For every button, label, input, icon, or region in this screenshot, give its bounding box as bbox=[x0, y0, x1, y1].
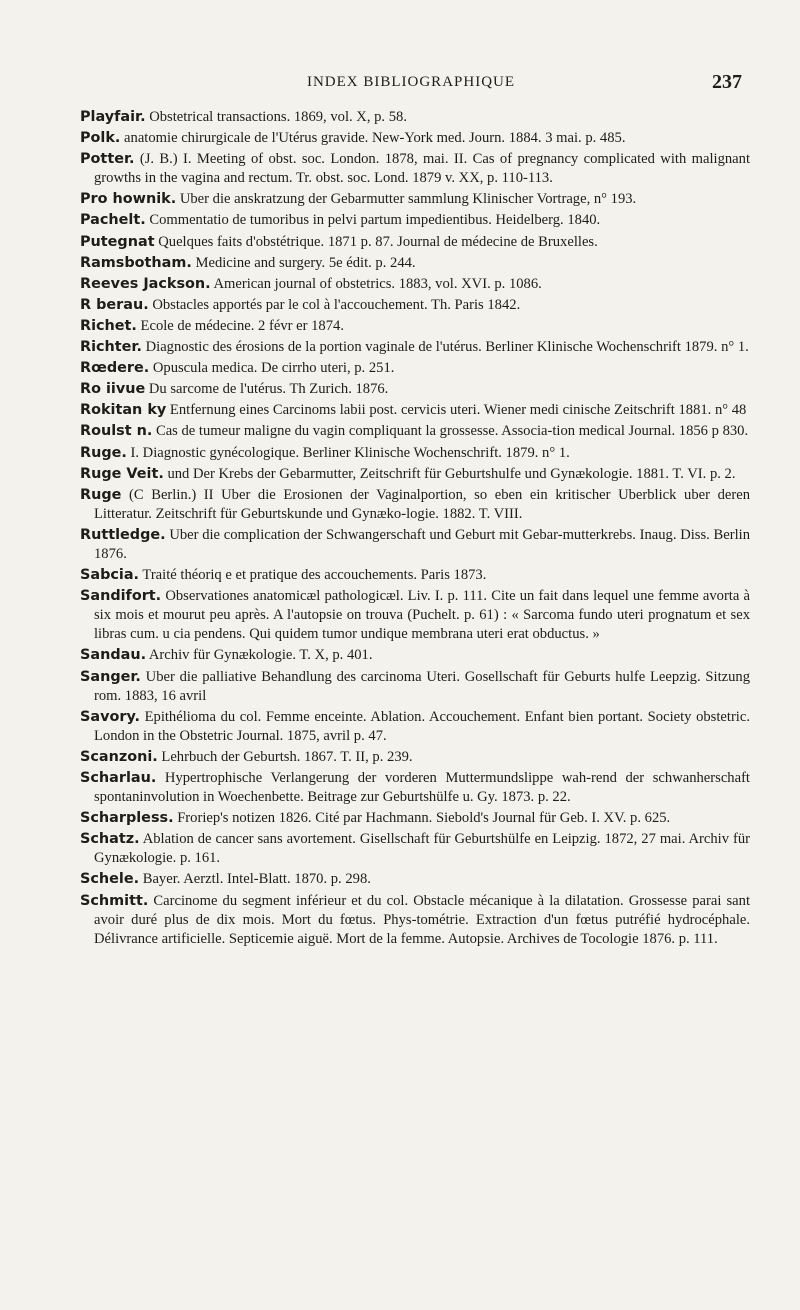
author-name: Sandifort. bbox=[80, 588, 162, 605]
citation-text: Froriep's notizen 1826. Cité par Hachmann. Siebold's Journal für Geb. I. XV. p. 625. bbox=[173, 810, 671, 827]
bibliography-entry bbox=[80, 254, 750, 273]
bibliography-list bbox=[80, 108, 750, 951]
bibliography-entry bbox=[80, 211, 750, 230]
citation-text: Obstacles apportés par le col à l'accouchement. Th. Paris 1842. bbox=[148, 296, 521, 313]
bibliography-entry bbox=[80, 668, 750, 706]
author-name: Richter. bbox=[80, 339, 142, 356]
bibliography-entry bbox=[80, 809, 750, 828]
citation-text: Ecole de médecine. 2 févr er 1874. bbox=[136, 317, 344, 334]
citation-text: (C Berlin.) II Uber die Erosionen der Vaginalportion, so eben ein kritischer Uberblick uber deren Litteratur. Zeitschrift für Geburtskunde und Gynæko-logie. 1882. T. VIII. bbox=[94, 486, 750, 522]
citation-text: Obstetrical transactions. 1869, vol. X, p. 58. bbox=[145, 109, 407, 125]
citation-text: Du sarcome de l'utérus. Th Zurich. 1876. bbox=[145, 381, 389, 398]
citation-text: Archiv für Gynækologie. T. X, p. 401. bbox=[146, 647, 373, 664]
bibliography-entry bbox=[80, 444, 750, 463]
bibliography-entry bbox=[80, 830, 750, 868]
author-name: Ruge. bbox=[80, 444, 127, 461]
author-name: R berau. bbox=[80, 296, 149, 313]
citation-text: Commentatio de tumoribus in pelvi partum impedientibus. Heidelberg. 1840. bbox=[145, 212, 601, 229]
bibliography-entry bbox=[80, 108, 750, 127]
bibliography-entry bbox=[80, 401, 750, 420]
bibliography-entry bbox=[80, 526, 750, 564]
citation-text: Diagnostic des érosions de la portion vaginale de l'utérus. Berliner Klinische Wochenschrift 1879. n° 1. bbox=[141, 339, 749, 356]
author-name: Schatz. bbox=[80, 831, 140, 848]
citation-text: Cas de tumeur maligne du vagin compliquant la grossesse. Associa-tion medical Journal. 1856 p 830. bbox=[152, 423, 749, 440]
author-name: Schele. bbox=[80, 871, 140, 888]
citation-text: I. Diagnostic gynécologique. Berliner Klinische Wochenschrift. 1879. n° 1. bbox=[126, 444, 570, 461]
bibliography-entry bbox=[80, 769, 750, 807]
author-name: Polk. bbox=[80, 130, 121, 147]
bibliography-entry bbox=[80, 233, 750, 252]
running-title: INDEX BIBLIOGRAPHIQUE bbox=[306, 74, 516, 90]
bibliography-entry bbox=[80, 359, 750, 378]
author-name: Ruge Veit. bbox=[80, 465, 164, 482]
author-name: Potter. bbox=[80, 151, 135, 168]
citation-text: Medicine and surgery. 5e édit. p. 244. bbox=[191, 254, 416, 271]
bibliography-entry bbox=[80, 275, 750, 294]
bibliography-entry bbox=[80, 380, 750, 399]
page-number: 237 bbox=[712, 71, 742, 93]
author-name: Ruge bbox=[80, 486, 122, 503]
author-name: Ruttledge. bbox=[80, 526, 166, 543]
citation-text: Epithélioma du col. Femme enceinte. Ablation. Accouchement. Enfant bien portant. Society obstetric. London in the Obstetric Journal. 1875, avril p. 47. bbox=[94, 708, 750, 744]
author-name: Pachelt. bbox=[80, 212, 146, 229]
citation-text: und Der Krebs der Gebarmutter, Zeitschrift für Geburtshulfe und Gynækologie. 1881. T. VI. p. 2. bbox=[163, 465, 736, 482]
bibliography-entry bbox=[80, 296, 750, 315]
author-name: Savory. bbox=[80, 708, 140, 725]
page-header bbox=[80, 71, 742, 104]
author-name: Putegnat bbox=[80, 233, 155, 250]
bibliography-entry bbox=[80, 150, 750, 188]
author-name: Ro iivue bbox=[80, 381, 146, 398]
citation-text: anatomie chirurgicale de l'Utérus gravide. New-York med. Journ. 1884. 3 mai. p. 485. bbox=[120, 130, 626, 147]
author-name: Scanzoni. bbox=[80, 748, 158, 765]
bibliography-entry bbox=[80, 566, 750, 585]
bibliography-entry bbox=[80, 190, 750, 209]
citation-text: Entfernung eines Carcinoms labii post. cervicis uteri. Wiener medi cinische Zeitschrift 1881. n° 48 bbox=[166, 402, 747, 419]
citation-text: Uber die anskratzung der Gebarmutter sammlung Klinischer Vortrage, n° 193. bbox=[176, 191, 637, 208]
bibliography-entry bbox=[80, 465, 750, 484]
author-name: Rokitan ky bbox=[80, 402, 167, 419]
citation-text: Uber die complication der Schwangerschaft und Geburt mit Gebar-mutterkrebs. Inaug. Diss. Berlin 1876. bbox=[94, 526, 750, 562]
author-name: Sandau. bbox=[80, 647, 147, 664]
author-name: Schmitt. bbox=[80, 892, 149, 909]
author-name: Pro hownik. bbox=[80, 191, 177, 208]
citation-text: Observationes anatomicæl pathologicæl. Liv. I. p. 111. Cite un fait dans lequel une femme avorta à six mois et mourut peu après. A l'autopsie on trouva (Puchelt. p. 61) : « Sarcoma fundo uteri prognatum et sex libras cum. u cia pendens. Qui quidem tumor undique membrana uteri erat obductus. » bbox=[94, 588, 750, 643]
bibliography-entry bbox=[80, 587, 750, 644]
author-name: Reeves Jackson. bbox=[80, 275, 211, 292]
citation-text: Traité théoriq e et pratique des accouchements. Paris 1873. bbox=[139, 567, 487, 584]
citation-text: Bayer. Aerztl. Intel-Blatt. 1870. p. 298. bbox=[139, 871, 371, 888]
bibliography-entry bbox=[80, 646, 750, 665]
bibliography-entry bbox=[80, 486, 750, 524]
bibliography-entry bbox=[80, 338, 750, 357]
citation-text: Hypertrophische Verlangerung der vorderen Muttermundslippe wah-rend der schwanherschaft spontaninvolution in Woechenbette. Beitrage zur Geburtshülfe u. Gy. 1873. p. 22. bbox=[94, 770, 750, 806]
citation-text: Carcinome du segment inférieur et du col. Obstacle mécanique à la dilatation. Grossesse parai sant avoir duré plus de dix mois. Mort du fœtus. Phys-tométrie. Extraction d'un fœtus putréfié hydrocéphale. Délivrance artificielle. Septicemie aiguë. Mort de la femme. Autopsie. Archives de Tocologie 1876. p. 111. bbox=[94, 892, 750, 947]
citation-text: Opuscula medica. De cirrho uteri, p. 251. bbox=[149, 360, 395, 377]
bibliography-entry bbox=[80, 892, 750, 949]
bibliography-entry bbox=[80, 870, 750, 889]
bibliography-entry bbox=[80, 748, 750, 767]
citation-text: (J. B.) I. Meeting of obst. soc. London. 1878, mai. II. Cas of pregnancy complicated with malignant growths in the vagina and rectum. Tr. obst. soc. Lond. 1879 v. XX, p. 110-113. bbox=[94, 151, 750, 187]
author-name: Sanger. bbox=[80, 668, 141, 685]
author-name: Scharpless. bbox=[80, 810, 174, 827]
author-name: Playfair. bbox=[80, 109, 146, 125]
author-name: Ramsbotham. bbox=[80, 254, 192, 271]
author-name: Richet. bbox=[80, 317, 137, 334]
bibliography-entry bbox=[80, 708, 750, 746]
author-name: Sabcia. bbox=[80, 567, 140, 584]
citation-text: Uber die palliative Behandlung des carcinoma Uteri. Gosellschaft für Geburts hulfe Leepzig. Sitzung rom. 1883, 16 avril bbox=[94, 668, 750, 704]
author-name: Scharlau. bbox=[80, 770, 157, 786]
author-name: Rœdere. bbox=[80, 360, 150, 377]
citation-text: Lehrbuch der Geburtsh. 1867. T. II, p. 239. bbox=[157, 748, 413, 765]
bibliography-entry bbox=[80, 129, 750, 148]
bibliography-entry bbox=[80, 422, 750, 441]
citation-text: Ablation de cancer sans avortement. Gisellschaft für Geburtshülfe en Leipzig. 1872, 27 mai. Archiv für Gynækologie. p. 161. bbox=[94, 831, 750, 867]
bibliography-entry bbox=[80, 317, 750, 336]
citation-text: Quelques faits d'obstétrique. 1871 p. 87. Journal de médecine de Bruxelles. bbox=[154, 233, 598, 250]
author-name: Roulst n. bbox=[80, 423, 153, 440]
citation-text: American journal of obstetrics. 1883, vol. XVI. p. 1086. bbox=[210, 275, 542, 292]
